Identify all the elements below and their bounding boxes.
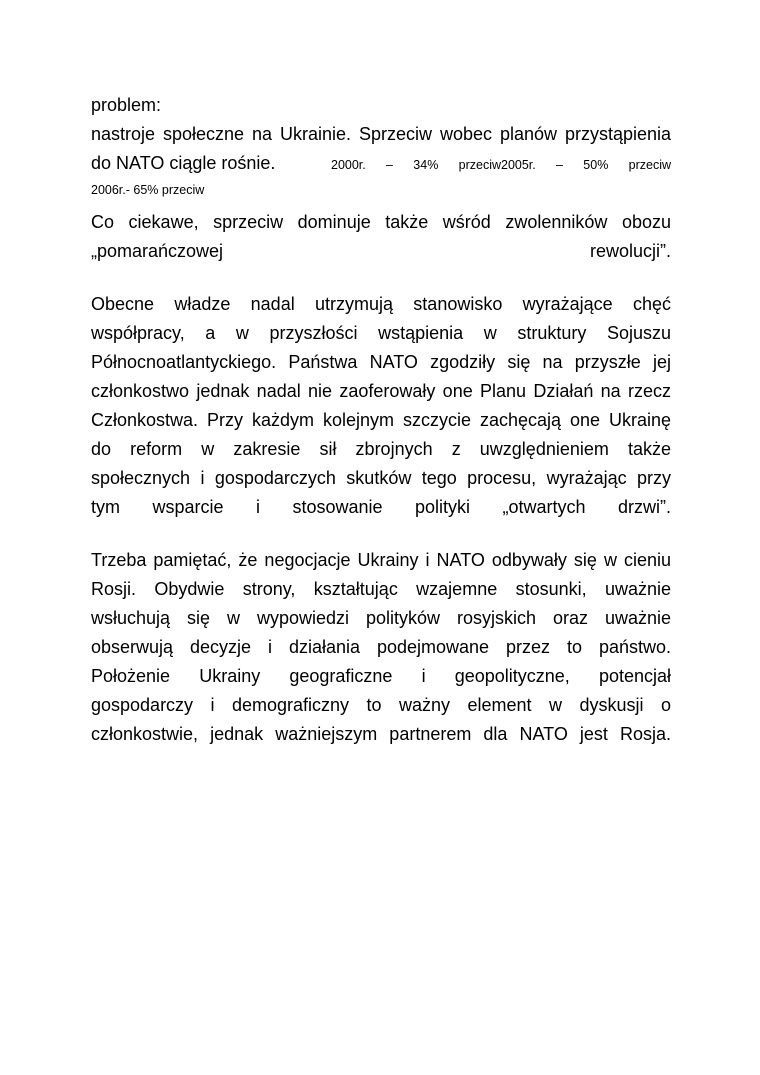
text-line: społecznych i gospodarczych skutków tego procesu, wyrażając przy (91, 468, 671, 488)
text-right: rewolucji”. (589, 241, 671, 261)
text-line: wsłuchują się w wypowiedzi polityków rosyjskich oraz uważnie (91, 608, 671, 628)
text-left: „pomarańczowej (91, 241, 224, 261)
paragraph-problem (91, 91, 671, 200)
text-line: nastroje społeczne na Ukrainie. Sprzeciw wobec planów przystąpienia (91, 124, 671, 144)
text-line: Trzeba pamiętać, że negocjacje Ukrainy i NATO odbywały się w cieniu (91, 550, 671, 570)
text-line: gospodarczy i demograficzny to ważny element w dyskusji o (91, 695, 671, 715)
text-line: członkostwo jednak nadal nie zaoferowały one Planu Działań na rzecz (91, 381, 671, 401)
text-line: Północnoatlantyckiego. Państwa NATO zgodziły się na przyszłe jej (91, 352, 671, 372)
text-line-split (91, 237, 671, 266)
spacer (91, 200, 671, 208)
spacer (91, 522, 671, 546)
paragraph-authorities (91, 290, 671, 522)
text-line: członkostwie, jednak ważniejszym partnerem dla NATO jest Rosja. (91, 724, 671, 744)
text-line: współpracy, a w przyszłości wstąpienia w struktury Sojuszu (91, 323, 671, 343)
text-line: Co ciekawe, sprzeciw dominuje także wśród zwolenników obozu (91, 212, 671, 232)
text-line: obserwują decyzje i działania podejmowane przez to państwo. (91, 637, 671, 657)
text-main: do NATO ciągle rośnie. (91, 153, 276, 173)
text-statistics-line: 2006r.- 65% przeciw (91, 183, 205, 197)
text-line: problem: (91, 95, 162, 115)
paragraph-russia (91, 546, 671, 749)
text-line: Członkostwa. Przy każdym kolejnym szczycie zachęcają one Ukrainę (91, 410, 671, 430)
text-statistics: 2000r. – 34% przeciw2005r. – 50% przeciw (331, 158, 671, 172)
text-line: Rosji. Obydwie strony, kształtując wzajemne stosunki, uważnie (91, 579, 671, 599)
text-line: do reform w zakresie sił zbrojnych z uwzględnieniem także (91, 439, 671, 459)
text-line: Obecne władze nadal utrzymują stanowisko wyrażające chęć (91, 294, 671, 314)
text-line-mixed (91, 149, 671, 180)
document-page (91, 91, 671, 749)
paragraph-opposition (91, 208, 671, 266)
text-line: Położenie Ukrainy geograficzne i geopolityczne, potencjał (91, 666, 671, 686)
text-line: tym wsparcie i stosowanie polityki „otwartych drzwi”. (91, 497, 671, 517)
spacer (91, 266, 671, 290)
